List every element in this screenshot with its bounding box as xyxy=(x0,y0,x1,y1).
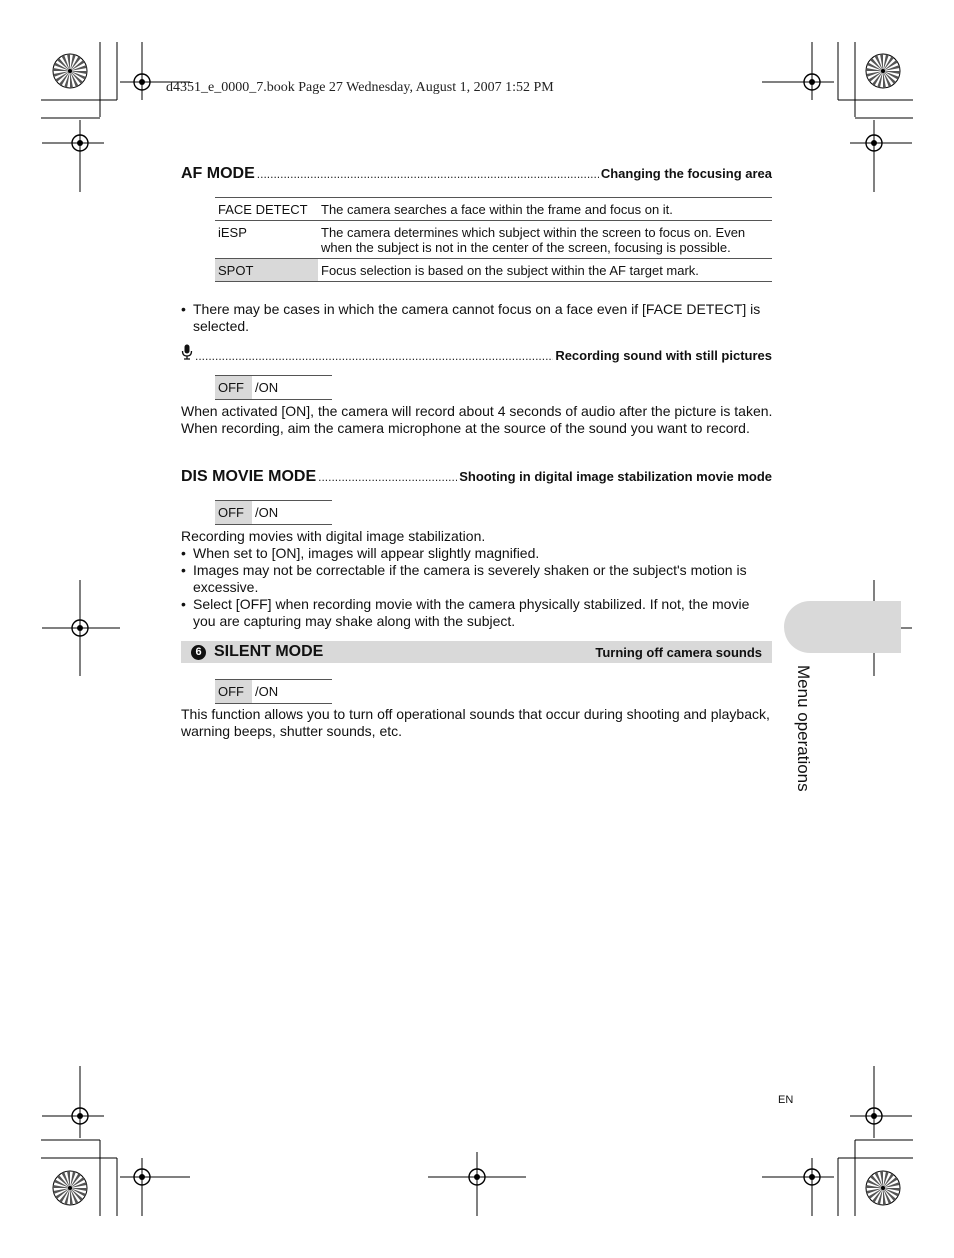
option-on: /ON xyxy=(255,380,279,395)
option-off: OFF xyxy=(215,501,252,524)
list-item: • Select [OFF] when recording movie with the camera physically stabilized. If not, the movie you are capturing may shake along with the subject. xyxy=(181,596,773,630)
silent-mode-description: This function allows you to turn off operational sounds that occur during shooting and playback, warning beeps, shutter sounds, etc. xyxy=(181,706,770,739)
language-code: EN xyxy=(778,1094,794,1106)
dis-movie-heading xyxy=(181,468,772,486)
dis-movie-intro: Recording movies with digital image stabilization. xyxy=(181,528,486,544)
table-row xyxy=(215,221,772,259)
silent-mode-options xyxy=(215,679,332,704)
af-mode-heading xyxy=(181,165,772,183)
option-off: OFF xyxy=(215,376,252,399)
af-option-key: SPOT xyxy=(215,259,318,282)
chapter-tab xyxy=(784,601,901,653)
sound-text-2: When recording, aim the camera microphone at the source of the sound you want to record. xyxy=(181,420,750,436)
list-item: • Images may not be correctable if the camera is severely shaken or the subject's motion is excessive. xyxy=(181,562,773,596)
silent-mode-heading xyxy=(181,641,772,663)
book-info-line: d4351_e_0000_7.book Page 27 Wednesday, August 1, 2007 1:52 PM xyxy=(166,80,554,95)
leader-dots xyxy=(257,167,599,181)
sound-options xyxy=(215,375,332,400)
color-wheel-center xyxy=(68,1186,72,1190)
table-row xyxy=(215,259,772,282)
color-wheel-center xyxy=(881,69,885,73)
option-on: /ON xyxy=(255,684,279,699)
af-option-description: The camera determines which subject within the screen to focus on. Even when the subject is not in the center of the screen, focusing is possible. xyxy=(321,225,746,255)
section-number-badge: 6 xyxy=(191,645,206,660)
sound-text-1: When activated [ON], the camera will record about 4 seconds of audio after the picture is taken. xyxy=(181,403,773,419)
dis-movie-notes xyxy=(181,545,773,630)
af-option-description: The camera searches a face within the frame and focus on it. xyxy=(321,202,673,217)
af-mode-table xyxy=(215,197,772,282)
option-on: /ON xyxy=(255,505,279,520)
dis-movie-subtitle: Shooting in digital image stabilization movie mode xyxy=(459,469,772,484)
list-item: • There may be cases in which the camera cannot focus on a face even if [FACE DETECT] is selected. xyxy=(181,301,773,335)
silent-mode-title: SILENT MODE xyxy=(214,643,324,660)
microphone-icon xyxy=(181,344,193,360)
sound-description xyxy=(181,403,773,437)
af-mode-title: AF MODE xyxy=(181,165,255,182)
sound-subtitle: Recording sound with still pictures xyxy=(555,348,772,363)
af-option-key: iESP xyxy=(218,225,247,240)
list-item: • When set to [ON], images will appear slightly magnified. xyxy=(181,545,773,562)
dis-movie-title: DIS MOVIE MODE xyxy=(181,468,317,485)
af-mode-subtitle: Changing the focusing area xyxy=(600,166,772,181)
chapter-label xyxy=(791,665,813,800)
dis-movie-options xyxy=(215,500,332,525)
chapter-label-text: Menu operations xyxy=(794,665,813,792)
color-wheel-center xyxy=(68,69,72,73)
leader-dots xyxy=(318,470,457,484)
color-wheel-center xyxy=(881,1186,885,1190)
leader-dots xyxy=(195,349,553,363)
af-option-description: Focus selection is based on the subject within the AF target mark. xyxy=(321,263,699,278)
option-off: OFF xyxy=(215,680,252,703)
af-mode-notes xyxy=(181,301,773,335)
silent-mode-subtitle: Turning off camera sounds xyxy=(595,644,762,660)
sound-heading xyxy=(181,344,772,363)
af-option-key: FACE DETECT xyxy=(218,202,308,217)
table-row xyxy=(215,198,772,221)
